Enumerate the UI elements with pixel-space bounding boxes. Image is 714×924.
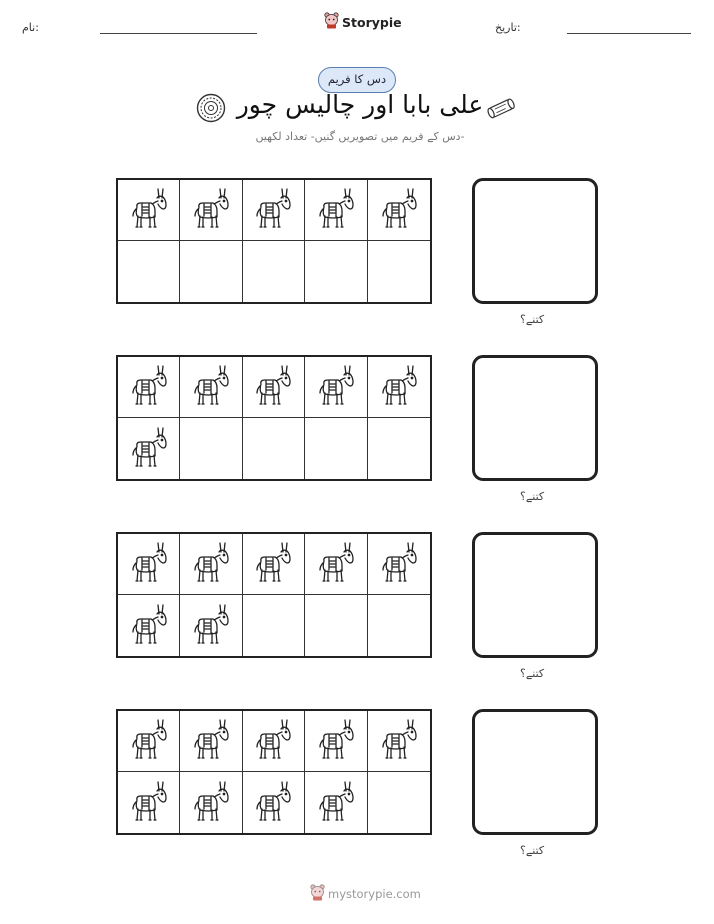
- ten-frame-cell: [180, 711, 242, 772]
- donkey-icon: [315, 778, 357, 828]
- donkey-icon: [128, 716, 170, 766]
- storypie-mascot-icon: [324, 12, 339, 32]
- donkey-icon: [315, 539, 357, 589]
- page-title: علی بابا اور چالیس چور: [236, 90, 484, 119]
- donkey-icon: [378, 716, 420, 766]
- donkey-icon: [128, 601, 170, 651]
- ten-frame-cell: [180, 534, 242, 595]
- ten-frame-cell: [118, 711, 180, 772]
- ten-frame-cell: [305, 711, 367, 772]
- ten-frame-cell: [180, 180, 242, 241]
- ten-frame-cell: [243, 241, 305, 302]
- scroll-icon: [486, 97, 518, 123]
- ten-frame-cell: [118, 595, 180, 656]
- ten-frame-cell: [118, 180, 180, 241]
- donkey-icon: [128, 362, 170, 412]
- date-label: تاریخ:: [495, 21, 521, 34]
- donkey-icon: [190, 716, 232, 766]
- ten-frame-cell: [305, 180, 367, 241]
- name-line[interactable]: [100, 33, 257, 34]
- name-label: نام:: [22, 21, 39, 34]
- ten-frame-cell: [368, 772, 430, 833]
- ten-frame-cell: [368, 357, 430, 418]
- ten-frame-cell: [243, 534, 305, 595]
- ten-frame-cell: [180, 241, 242, 302]
- ten-frame-cell: [180, 418, 242, 479]
- answer-box[interactable]: [472, 532, 598, 658]
- answer-box[interactable]: [472, 355, 598, 481]
- ten-frame-cell: [368, 534, 430, 595]
- ten-frame: [116, 532, 432, 658]
- ten-frame-cell: [305, 772, 367, 833]
- ten-frame-cell: [305, 595, 367, 656]
- ten-frame-cell: [118, 418, 180, 479]
- ten-frame-cell: [180, 357, 242, 418]
- ten-frame-cell: [243, 711, 305, 772]
- ten-frame-cell: [368, 595, 430, 656]
- ten-frame-cell: [368, 711, 430, 772]
- ten-frame: [116, 178, 432, 304]
- how-many-label: کتنے؟: [520, 844, 545, 857]
- instructions: دس کے فریم میں تصویریں گنیں- تعداد لکھیں-: [255, 130, 465, 143]
- ten-frame-cell: [243, 772, 305, 833]
- donkey-icon: [128, 424, 170, 474]
- ten-frame-cell: [118, 534, 180, 595]
- ten-frame-cell: [180, 595, 242, 656]
- ten-frame-cell: [243, 418, 305, 479]
- ten-frame-cell: [118, 772, 180, 833]
- donkey-icon: [252, 778, 294, 828]
- ten-frame-cell: [305, 357, 367, 418]
- ten-frame-cell: [243, 595, 305, 656]
- storypie-mascot-icon: [310, 884, 325, 904]
- ten-frame-cell: [368, 241, 430, 302]
- storypie-logo: [324, 12, 402, 32]
- donkey-icon: [128, 778, 170, 828]
- donkey-icon: [378, 362, 420, 412]
- donkey-icon: [378, 539, 420, 589]
- donkey-icon: [190, 778, 232, 828]
- ten-frame-cell: [368, 418, 430, 479]
- donkey-icon: [190, 185, 232, 235]
- how-many-label: کتنے؟: [520, 490, 545, 503]
- how-many-label: کتنے؟: [520, 313, 545, 326]
- donkey-icon: [252, 185, 294, 235]
- donkey-icon: [128, 539, 170, 589]
- brand-name: Storypie: [342, 14, 402, 30]
- donkey-icon: [315, 362, 357, 412]
- donkey-icon: [252, 362, 294, 412]
- ten-frame-cell: [180, 772, 242, 833]
- date-line[interactable]: [567, 33, 691, 34]
- donkey-icon: [252, 539, 294, 589]
- answer-box[interactable]: [472, 709, 598, 835]
- ten-frame-badge: دس کا فریم: [318, 67, 396, 93]
- ten-frame-cell: [243, 180, 305, 241]
- footer-url[interactable]: mystorypie.com: [328, 887, 421, 901]
- ten-frame-cell: [118, 241, 180, 302]
- donkey-icon: [252, 716, 294, 766]
- donkey-icon: [315, 185, 357, 235]
- ten-frame-cell: [305, 534, 367, 595]
- ten-frame-cell: [305, 418, 367, 479]
- donkey-icon: [190, 362, 232, 412]
- how-many-label: کتنے؟: [520, 667, 545, 680]
- donkey-icon: [128, 185, 170, 235]
- ten-frame-cell: [368, 180, 430, 241]
- footer: [310, 884, 421, 904]
- donkey-icon: [315, 716, 357, 766]
- ten-frame: [116, 355, 432, 481]
- ten-frame-cell: [305, 241, 367, 302]
- answer-box[interactable]: [472, 178, 598, 304]
- ten-frame: [116, 709, 432, 835]
- ten-frame-cell: [118, 357, 180, 418]
- ten-frame-cell: [243, 357, 305, 418]
- donkey-icon: [190, 601, 232, 651]
- donkey-icon: [378, 185, 420, 235]
- donkey-icon: [190, 539, 232, 589]
